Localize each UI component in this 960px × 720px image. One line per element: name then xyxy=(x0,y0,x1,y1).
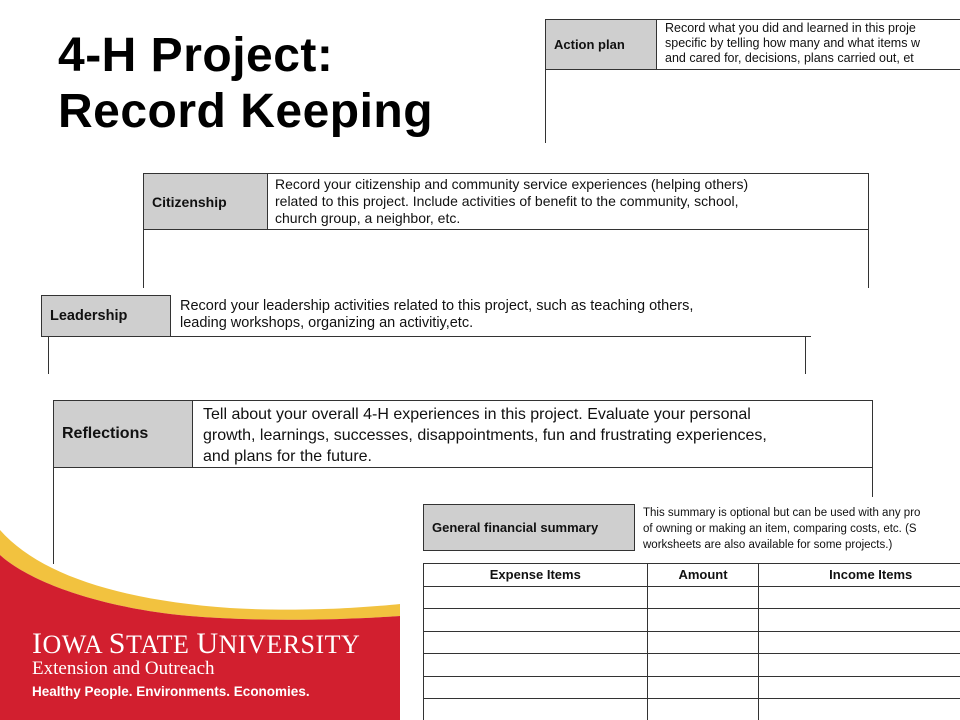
action-plan-description: Record what you did and learned in this proje specific by telling how many and what items w and cared for, decisions, plans carried out, et xyxy=(665,21,920,65)
table-cell[interactable] xyxy=(424,631,648,654)
table-row xyxy=(424,586,960,609)
table-cell[interactable] xyxy=(647,676,759,699)
table-cell[interactable] xyxy=(759,609,960,632)
table-row xyxy=(424,609,960,632)
column-header: Expense Items xyxy=(424,564,648,587)
table-row xyxy=(424,676,960,699)
table-row xyxy=(424,654,960,677)
column-header: Income Items xyxy=(759,564,960,587)
title-line-2: Record Keeping xyxy=(58,85,434,138)
table-cell[interactable] xyxy=(759,586,960,609)
financial-summary-label: General financial summary xyxy=(423,504,635,551)
action-plan-sheet xyxy=(541,15,960,143)
title-line-1: 4-H Project: xyxy=(58,29,334,82)
table-cell[interactable] xyxy=(759,676,960,699)
citizenship-description: Record your citizenship and community service experiences (helping others) related to this project. Include activities of benefit to the community, school, church group, a neighbor, etc. xyxy=(275,176,749,226)
table-cell[interactable] xyxy=(424,654,648,677)
table-row xyxy=(424,699,960,720)
table-cell[interactable] xyxy=(759,654,960,677)
table-cell[interactable] xyxy=(424,676,648,699)
citizenship-label: Citizenship xyxy=(143,173,268,230)
table-cell[interactable] xyxy=(647,609,759,632)
table-cell[interactable] xyxy=(424,699,648,720)
table-cell[interactable] xyxy=(759,699,960,720)
citizenship-sheet xyxy=(140,170,875,288)
table-row xyxy=(424,631,960,654)
page-title xyxy=(58,28,433,140)
reflections-label: Reflections xyxy=(53,400,193,468)
table-cell[interactable] xyxy=(647,586,759,609)
isu-tagline: Healthy People. Environments. Economies. xyxy=(32,684,310,699)
table-cell[interactable] xyxy=(759,631,960,654)
table-cell[interactable] xyxy=(424,586,648,609)
column-header: Amount xyxy=(647,564,759,587)
isu-extension-text: Extension and Outreach xyxy=(32,658,215,679)
table-cell[interactable] xyxy=(647,654,759,677)
financial-table xyxy=(423,563,960,720)
isu-logo-wordmark: IOWA STATE UNIVERSITY xyxy=(32,627,361,660)
financial-summary-description: This summary is optional but can be used with any pro of owning or making an item, comparing costs, etc. (S worksheets are also available for some projects.) xyxy=(643,507,921,551)
leadership-sheet xyxy=(38,292,813,374)
financial-table-header-row xyxy=(424,564,960,587)
leadership-label: Leadership xyxy=(41,295,171,337)
reflections-description: Tell about your overall 4-H experiences in this project. Evaluate your personal growth, learnings, successes, disappointments, fun and frustrating experiences, and plans for the future. xyxy=(203,406,767,465)
table-cell[interactable] xyxy=(647,699,759,720)
table-cell[interactable] xyxy=(424,609,648,632)
financial-summary-sheet xyxy=(418,497,960,720)
leadership-box xyxy=(48,336,806,374)
table-cell[interactable] xyxy=(647,631,759,654)
action-plan-label: Action plan xyxy=(545,19,657,70)
leadership-description: Record your leadership activities related to this project, such as teaching others, leading workshops, organizing an activitiy,etc. xyxy=(180,298,694,332)
